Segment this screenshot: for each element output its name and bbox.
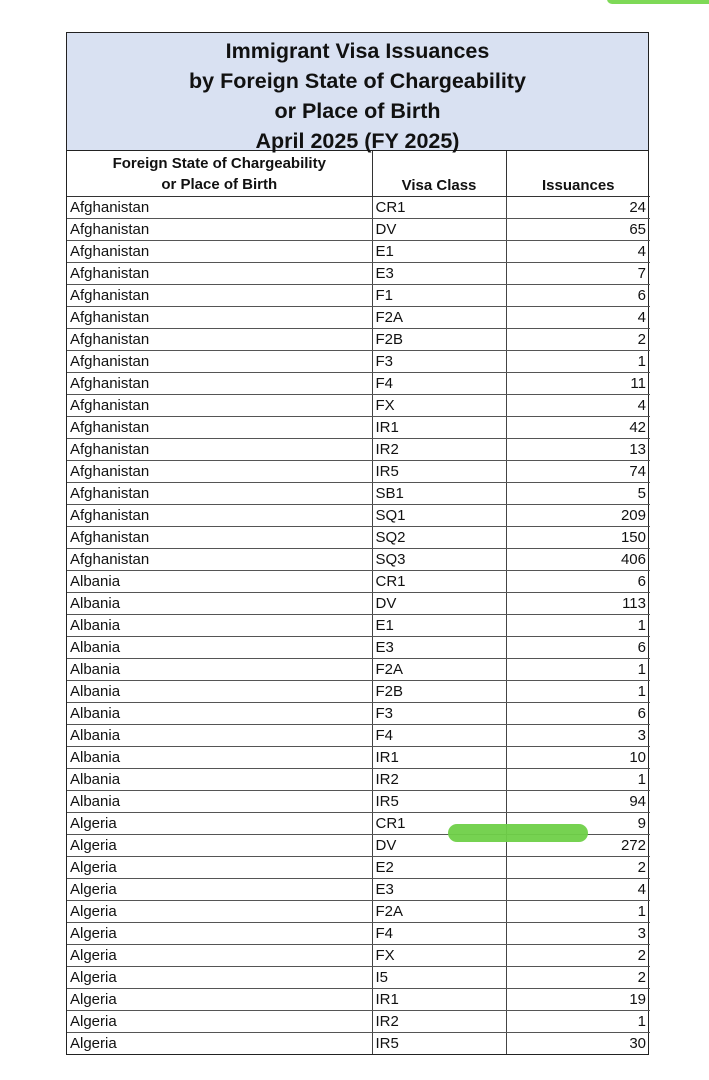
table-row: [67, 527, 650, 549]
issuance-table: [67, 151, 650, 1054]
issuances-cell: 11: [506, 373, 650, 395]
title-line-2: by Foreign State of Chargeability: [189, 69, 526, 93]
table-row: [67, 747, 650, 769]
issuances-cell: 2: [506, 945, 650, 967]
table-row: [67, 307, 650, 329]
visa-class-cell: IR2: [372, 439, 506, 461]
visa-class-cell: DV: [372, 219, 506, 241]
country-cell: Algeria: [67, 879, 372, 901]
country-cell: Afghanistan: [67, 197, 372, 219]
table-row: [67, 571, 650, 593]
table-row: [67, 725, 650, 747]
country-cell: Algeria: [67, 813, 372, 835]
country-cell: Albania: [67, 769, 372, 791]
table-row: [67, 703, 650, 725]
issuances-cell: 1: [506, 901, 650, 923]
visa-class-cell: IR1: [372, 989, 506, 1011]
title-line-1: Immigrant Visa Issuances: [225, 39, 490, 63]
issuances-cell: 10: [506, 747, 650, 769]
issuances-cell: 6: [506, 571, 650, 593]
visa-class-cell: DV: [372, 593, 506, 615]
table-row: [67, 659, 650, 681]
visa-class-cell: IR2: [372, 1011, 506, 1033]
issuances-cell: 7: [506, 263, 650, 285]
visa-issuance-sheet: [66, 32, 649, 1055]
country-cell: Afghanistan: [67, 329, 372, 351]
table-row: [67, 417, 650, 439]
table-row: [67, 505, 650, 527]
visa-class-cell: F2A: [372, 659, 506, 681]
visa-class-cell: IR5: [372, 461, 506, 483]
table-row: [67, 901, 650, 923]
issuances-cell: 13: [506, 439, 650, 461]
table-row: [67, 593, 650, 615]
issuances-cell: 2: [506, 967, 650, 989]
highlighter-mark: [448, 824, 588, 842]
table-row: [67, 263, 650, 285]
country-cell: Afghanistan: [67, 263, 372, 285]
issuances-cell: 1: [506, 769, 650, 791]
table-row: [67, 945, 650, 967]
visa-class-cell: F2A: [372, 901, 506, 923]
country-cell: Afghanistan: [67, 241, 372, 263]
issuances-cell: 42: [506, 417, 650, 439]
issuances-cell: 1: [506, 615, 650, 637]
country-cell: Afghanistan: [67, 395, 372, 417]
country-cell: Algeria: [67, 1011, 372, 1033]
table-row: [67, 637, 650, 659]
table-row: [67, 197, 650, 219]
country-cell: Algeria: [67, 901, 372, 923]
country-cell: Algeria: [67, 923, 372, 945]
issuances-cell: 1: [506, 1011, 650, 1033]
table-row: [67, 241, 650, 263]
visa-class-cell: SQ3: [372, 549, 506, 571]
issuances-cell: 1: [506, 681, 650, 703]
country-cell: Afghanistan: [67, 417, 372, 439]
country-column-header: [67, 151, 372, 197]
issuances-cell: 406: [506, 549, 650, 571]
table-row: [67, 1033, 650, 1055]
table-row: [67, 461, 650, 483]
issuances-cell: 1: [506, 659, 650, 681]
country-cell: Afghanistan: [67, 439, 372, 461]
visa-class-cell: E3: [372, 879, 506, 901]
table-row: [67, 615, 650, 637]
country-cell: Albania: [67, 725, 372, 747]
issuances-cell: 4: [506, 307, 650, 329]
report-title: [67, 33, 648, 151]
visa-class-cell: F4: [372, 923, 506, 945]
visa-class-cell: E2: [372, 857, 506, 879]
issuances-cell: 5: [506, 483, 650, 505]
table-row: [67, 769, 650, 791]
issuances-column-header: Issuances: [506, 151, 650, 197]
issuances-cell: 2: [506, 329, 650, 351]
issuances-cell: 113: [506, 593, 650, 615]
issuances-cell: 209: [506, 505, 650, 527]
issuances-cell: 94: [506, 791, 650, 813]
table-body: [67, 197, 650, 1055]
visa-class-cell: CR1: [372, 197, 506, 219]
country-cell: Albania: [67, 637, 372, 659]
issuances-cell: 4: [506, 241, 650, 263]
table-row: [67, 967, 650, 989]
table-row: [67, 373, 650, 395]
country-cell: Afghanistan: [67, 505, 372, 527]
country-cell: Albania: [67, 703, 372, 725]
visa-class-cell: CR1: [372, 571, 506, 593]
visa-class-cell: SQ2: [372, 527, 506, 549]
country-cell: Afghanistan: [67, 461, 372, 483]
visa-class-cell: F3: [372, 351, 506, 373]
visa-class-cell: F2B: [372, 681, 506, 703]
country-cell: Afghanistan: [67, 373, 372, 395]
issuances-cell: 6: [506, 637, 650, 659]
visa-class-cell: IR5: [372, 1033, 506, 1055]
table-row: [67, 989, 650, 1011]
country-cell: Algeria: [67, 1033, 372, 1055]
visa-class-cell: SB1: [372, 483, 506, 505]
issuances-cell: 3: [506, 725, 650, 747]
issuances-cell: 1: [506, 351, 650, 373]
country-cell: Afghanistan: [67, 219, 372, 241]
country-cell: Albania: [67, 747, 372, 769]
visa-class-cell: F1: [372, 285, 506, 307]
country-header-line-1: Foreign State of Chargeability: [112, 155, 326, 172]
visa-class-cell: DV: [372, 835, 506, 857]
country-cell: Albania: [67, 659, 372, 681]
country-cell: Albania: [67, 593, 372, 615]
table-row: [67, 219, 650, 241]
table-row: [67, 351, 650, 373]
visa-class-cell: IR5: [372, 791, 506, 813]
table-row: [67, 285, 650, 307]
country-cell: Albania: [67, 615, 372, 637]
issuances-cell: 24: [506, 197, 650, 219]
issuances-cell: 6: [506, 703, 650, 725]
country-cell: Albania: [67, 681, 372, 703]
country-header-line-2: or Place of Birth: [161, 176, 278, 193]
issuances-cell: 6: [506, 285, 650, 307]
country-cell: Afghanistan: [67, 285, 372, 307]
header-row: [67, 151, 650, 197]
country-cell: Afghanistan: [67, 351, 372, 373]
table-row: [67, 483, 650, 505]
top-highlight-mark: [607, 0, 709, 4]
visa-class-cell: F4: [372, 725, 506, 747]
table-row: [67, 329, 650, 351]
visa-class-cell: FX: [372, 945, 506, 967]
country-cell: Albania: [67, 571, 372, 593]
visa-class-cell: E1: [372, 241, 506, 263]
issuances-cell: 4: [506, 395, 650, 417]
visa-class-cell: F2B: [372, 329, 506, 351]
title-line-3: or Place of Birth: [274, 99, 441, 123]
visa-class-cell: F2A: [372, 307, 506, 329]
title-line-4: April 2025 (FY 2025): [255, 129, 460, 153]
table-row: [67, 681, 650, 703]
issuances-cell: 150: [506, 527, 650, 549]
country-cell: Afghanistan: [67, 549, 372, 571]
visa-class-cell: I5: [372, 967, 506, 989]
table-row: [67, 1011, 650, 1033]
country-cell: Albania: [67, 791, 372, 813]
table-row: [67, 923, 650, 945]
visa-class-cell: CR1: [372, 813, 506, 835]
visa-class-cell: IR2: [372, 769, 506, 791]
table-row: [67, 791, 650, 813]
country-cell: Algeria: [67, 945, 372, 967]
visa-class-cell: F4: [372, 373, 506, 395]
table-row: [67, 879, 650, 901]
visa-class-cell: FX: [372, 395, 506, 417]
issuances-cell: 65: [506, 219, 650, 241]
issuances-cell: 2: [506, 857, 650, 879]
table-row: [67, 857, 650, 879]
country-cell: Algeria: [67, 857, 372, 879]
issuances-cell: 9: [506, 813, 650, 835]
table-row: [67, 549, 650, 571]
visa-class-cell: E3: [372, 263, 506, 285]
issuances-cell: 4: [506, 879, 650, 901]
country-cell: Algeria: [67, 835, 372, 857]
visa-class-cell: SQ1: [372, 505, 506, 527]
visa-class-cell: E1: [372, 615, 506, 637]
country-cell: Afghanistan: [67, 527, 372, 549]
country-cell: Algeria: [67, 989, 372, 1011]
visa-class-cell: F3: [372, 703, 506, 725]
country-cell: Afghanistan: [67, 483, 372, 505]
table-row: [67, 439, 650, 461]
visa-class-cell: IR1: [372, 417, 506, 439]
issuances-cell: 3: [506, 923, 650, 945]
issuances-cell: 272: [506, 835, 650, 857]
visa-class-cell: IR1: [372, 747, 506, 769]
country-cell: Algeria: [67, 967, 372, 989]
visa-class-column-header: Visa Class: [372, 151, 506, 197]
issuances-cell: 74: [506, 461, 650, 483]
country-cell: Afghanistan: [67, 307, 372, 329]
visa-class-cell: E3: [372, 637, 506, 659]
table-row: [67, 395, 650, 417]
issuances-cell: 30: [629, 1035, 646, 1053]
issuances-cell: 19: [506, 989, 650, 1011]
